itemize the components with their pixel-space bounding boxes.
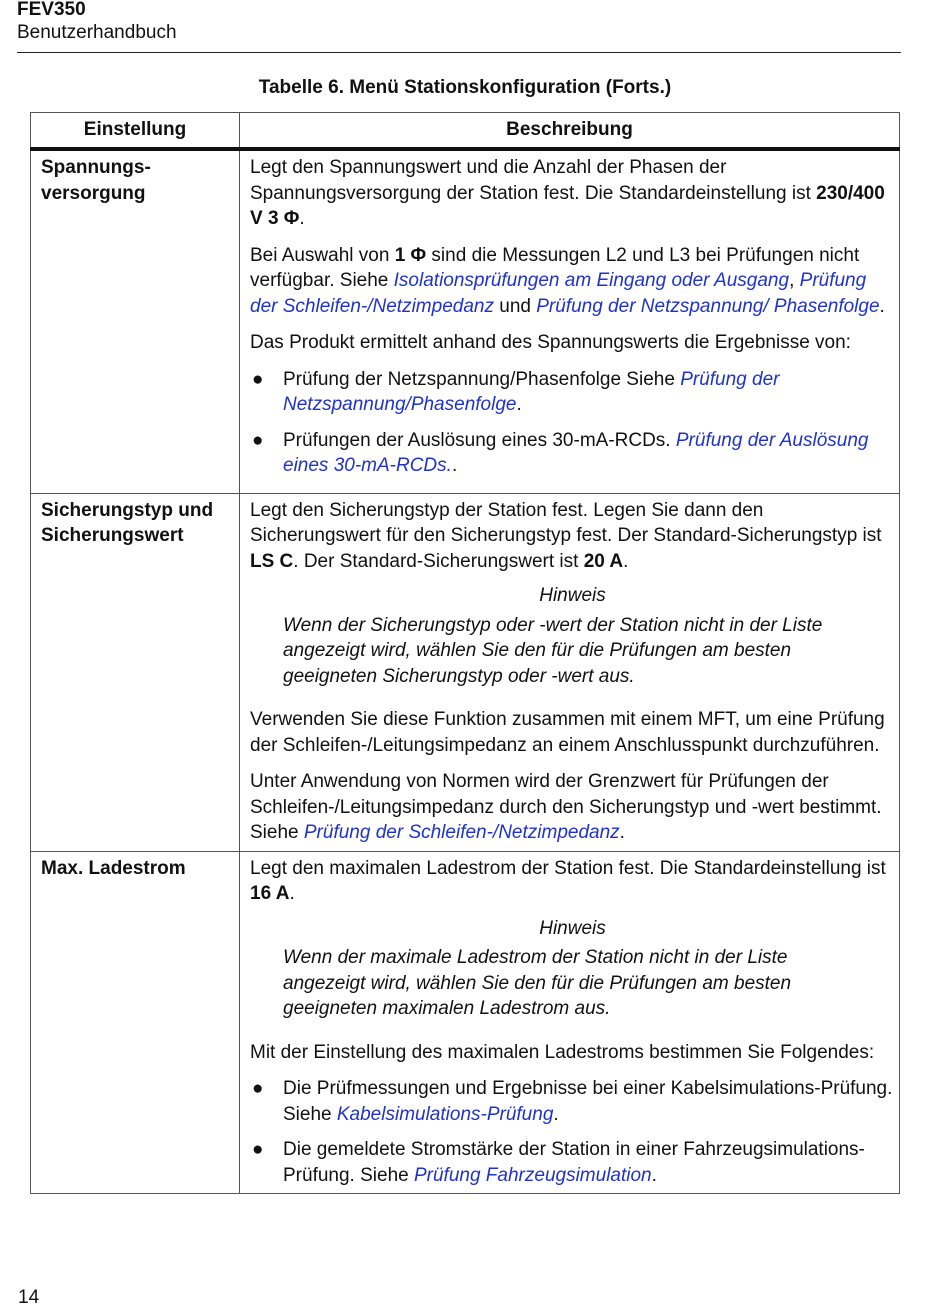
- bullet-icon: ●: [252, 1078, 264, 1099]
- column-header-description: Beschreibung: [240, 113, 900, 150]
- bullet-list: [250, 1076, 895, 1188]
- description-paragraph: [250, 155, 895, 232]
- text: .: [299, 208, 305, 229]
- column-header-setting: Einstellung: [31, 113, 240, 150]
- list-item: [250, 1076, 895, 1127]
- table-row-fuse: [31, 493, 900, 851]
- setting-cell: [31, 149, 240, 493]
- table-caption: Tabelle 6. Menü Stationskonfiguration (Forts.): [258, 77, 672, 98]
- text: Bei Auswahl von: [250, 244, 395, 266]
- setting-name: Sicherungstyp und: [41, 499, 214, 521]
- link-mains-voltage[interactable]: Prüfung der Netzspannung/ Phasenfolge: [536, 295, 880, 317]
- link-vehicle-simulation[interactable]: Prüfung Fahrzeugsimulation: [413, 1164, 652, 1186]
- setting-cell: [31, 851, 240, 1194]
- phase-value: 1 Φ: [394, 244, 427, 266]
- description-paragraph: [250, 856, 895, 907]
- link-insulation-tests[interactable]: Isolationsprüfungen am Eingang oder Ausgang: [393, 270, 790, 291]
- setting-name-cont: versorgung: [41, 182, 146, 204]
- text: .: [651, 1164, 657, 1186]
- table-row-voltage-supply: [31, 149, 900, 493]
- note-text: Wenn der Sicherungstyp oder -wert der Station nicht in der Liste angezeigt wird, wählen Sie den für die Prüfungen am besten geeigneten Sicherungstyp oder -wert aus.: [283, 614, 823, 687]
- text: .: [619, 822, 625, 843]
- note-text: Wenn der maximale Ladestrom der Station nicht in der Liste angezeigt wird, wählen Sie den für die Prüfungen am besten geeigneten maximalen Ladestrom aus.: [283, 947, 792, 1019]
- setting-name: Max. Ladestrom: [41, 857, 186, 879]
- link-loop-impedance[interactable]: Prüfung der Schleifen-/Netzimpedanz: [303, 822, 620, 843]
- text: .: [451, 455, 458, 476]
- default-fuse-value: 20 A: [583, 550, 624, 572]
- header-divider: [17, 52, 901, 53]
- text: .: [623, 550, 629, 572]
- link-rcd-trip[interactable]: Prüfung der Auslösung eines 30-mA-RCDs.: [283, 429, 869, 476]
- product-name: FEV350: [17, 0, 86, 20]
- setting-name: Spannungs-: [41, 157, 151, 178]
- link-loop-impedance[interactable]: Prüfung der Schleifen-/Netzimpedanz: [250, 270, 867, 317]
- description-paragraph: Verwenden Sie diese Funktion zusammen mit einem MFT, um eine Prüfung der Schleifen-/Leitungsimpedanz an einem Anschlusspunkt durchzuführen.: [250, 709, 885, 756]
- default-fuse-type: LS C: [250, 550, 294, 572]
- default-value: 230/400 V 3 Φ: [250, 182, 885, 229]
- text: . Der Standard-Sicherungswert ist: [293, 550, 584, 572]
- text: .: [553, 1103, 559, 1125]
- text: Die Prüfmessungen und Ergebnisse bei einer Kabelsimulations-Prüfung. Siehe: [283, 1078, 893, 1125]
- description-paragraph: [250, 243, 895, 320]
- bullet-icon: ●: [252, 429, 264, 451]
- page-number: 14: [18, 1287, 40, 1308]
- setting-cell: [31, 493, 240, 851]
- description-paragraph: Mit der Einstellung des maximalen Ladestroms bestimmen Sie Folgendes:: [250, 1041, 875, 1063]
- page-header: [17, 0, 177, 44]
- text: Prüfungen der Auslösung eines 30-mA-RCDs.: [283, 429, 676, 451]
- bullet-icon: ●: [252, 1139, 264, 1160]
- list-item: [250, 1137, 895, 1188]
- document-title: Benutzerhandbuch: [17, 22, 177, 43]
- table-row-max-charge-current: [31, 851, 900, 1194]
- text: .: [289, 883, 295, 904]
- description-paragraph: Das Produkt ermittelt anhand des Spannungswerts die Ergebnisse von:: [250, 332, 851, 353]
- station-config-table: [30, 112, 900, 1194]
- bullet-list: [250, 367, 895, 479]
- text: Legt den maximalen Ladestrom der Station fest. Die Standardeinstellung ist: [250, 857, 886, 879]
- default-charge-current: 16 A: [250, 883, 290, 904]
- list-item: [250, 428, 895, 479]
- text: Unter Anwendung von Normen wird der Grenzwert für Prüfungen der Schleifen-/Leitungsimpedanz durch den Sicherungstyp und -wert bestimmt. Siehe: [250, 771, 882, 843]
- setting-name-cont: Sicherungswert: [41, 525, 184, 546]
- text: ,: [789, 270, 800, 291]
- text: .: [516, 394, 522, 415]
- note-title: Hinweis: [539, 585, 606, 606]
- text: .: [879, 295, 885, 317]
- description-paragraph: [250, 498, 895, 575]
- note-title: Hinweis: [539, 917, 606, 939]
- description-cell: [240, 851, 900, 1194]
- link-cable-simulation[interactable]: Kabelsimulations-Prüfung: [336, 1103, 554, 1125]
- text: und: [493, 295, 537, 317]
- description-paragraph: [250, 769, 895, 846]
- text: sind die Messungen L2 und L3 bei Prüfungen nicht verfügbar. Siehe: [250, 244, 860, 291]
- text: Die gemeldete Stromstärke der Station in einer Fahrzeugsimulations-Prüfung. Siehe: [283, 1139, 865, 1186]
- description-cell: [240, 493, 900, 851]
- text: Legt den Sicherungstyp der Station fest. Legen Sie dann den Sicherungswert für den Sicherungstyp fest. Der Standard-Sicherungstyp ist: [250, 499, 882, 546]
- text: Prüfung der Netzspannung/Phasenfolge Siehe: [283, 368, 681, 390]
- list-item: [250, 367, 895, 418]
- description-cell: [240, 149, 900, 493]
- link-mains-voltage[interactable]: Prüfung der Netzspannung/Phasenfolge: [283, 368, 780, 415]
- text: Legt den Spannungswert und die Anzahl der Phasen der Spannungsversorgung der Station fest. Die Standardeinstellung ist: [250, 157, 817, 204]
- table-header-row: [31, 113, 900, 150]
- bullet-icon: ●: [252, 368, 264, 390]
